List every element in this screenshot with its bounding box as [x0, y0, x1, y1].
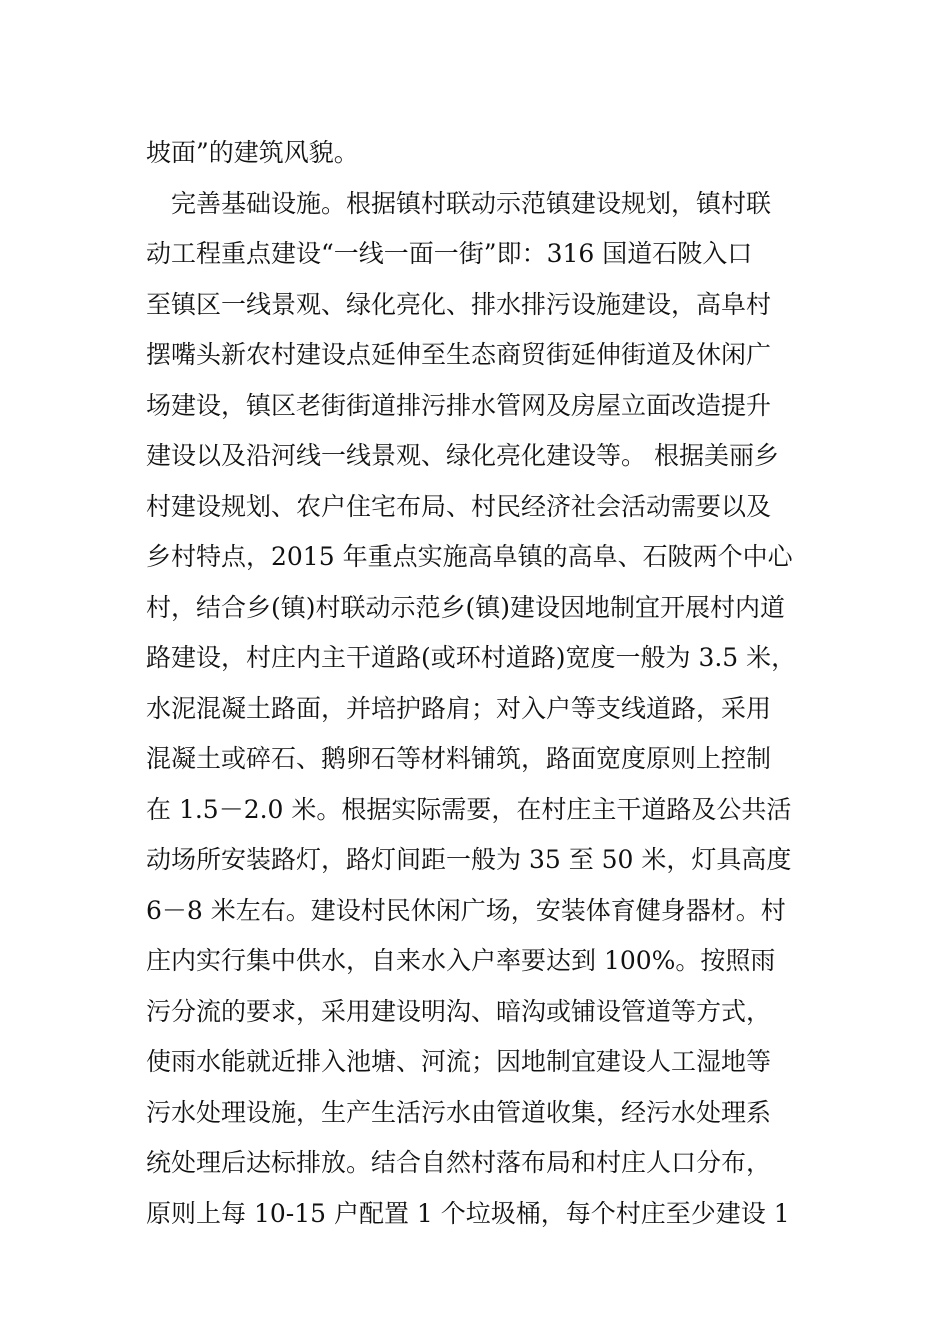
text-line: 污水处理设施，生产生活污水由管道收集，经污水处理系 [146, 1097, 772, 1127]
text-line: 坡面”的建筑风貌。 [146, 138, 359, 167]
text-line: 混凝土或碎石、鹅卵石等材料铺筑，路面宽度原则上控制 [146, 744, 772, 773]
text-line: 原则上每 10-15 户配置 1 个垃圾桶，每个村庄至少建设 1 [146, 1198, 790, 1228]
text-line: 6－8 米左右。建设村民休闲广场，安装体育健身器材。村 [146, 895, 786, 925]
text-line: 污分流的要求，采用建设明沟、暗沟或铺设管道等方式， [146, 996, 772, 1026]
text-line: 场建设，镇区老街街道排污排水管网及房屋立面改造提升 [146, 390, 772, 420]
text-line: 动工程重点建设“一线一面一街”即：316 国道石陂入口 [146, 239, 753, 268]
text-line: 动场所安装路灯，路灯间距一般为 35 至 50 米，灯具高度 [146, 845, 792, 874]
text-line: 至镇区一线景观、绿化亮化、排水排污设施建设，高阜村 [146, 289, 772, 319]
body-text [146, 128, 816, 1239]
text-line: 村，结合乡(镇)村联动示范乡(镇)建设因地制宜开展村内道 [146, 592, 786, 622]
text-line: 使雨水能就近排入池塘、河流；因地制宜建设人工湿地等 [146, 1047, 772, 1076]
text-line: 庄内实行集中供水，自来水入户率要达到 100%。按照雨 [146, 946, 776, 975]
text-line: 摆嘴头新农村建设点延伸至生态商贸街延伸街道及休闲广 [146, 340, 772, 369]
text-line: 村建设规划、农户住宅布局、村民经济社会活动需要以及 [146, 491, 772, 521]
text-line: 路建设，村庄内主干道路(或环村道路)宽度一般为 3.5 米， [146, 643, 797, 672]
text-line: 统处理后达标排放。结合自然村落布局和村庄人口分布， [146, 1148, 772, 1177]
text-line: 水泥混凝土路面，并培护路肩；对入户等支线道路，采用 [146, 693, 772, 723]
text-line: 乡村特点，2015 年重点实施高阜镇的高阜、石陂两个中心 [146, 542, 793, 571]
text-line: 建设以及沿河线一线景观、绿化亮化建设等。 根据美丽乡 [146, 441, 779, 470]
text-line: 完善基础设施。根据镇村联动示范镇建设规划，镇村联 [146, 188, 772, 218]
text-line: 在 1.5－2.0 米。根据实际需要，在村庄主干道路及公共活 [146, 794, 792, 824]
